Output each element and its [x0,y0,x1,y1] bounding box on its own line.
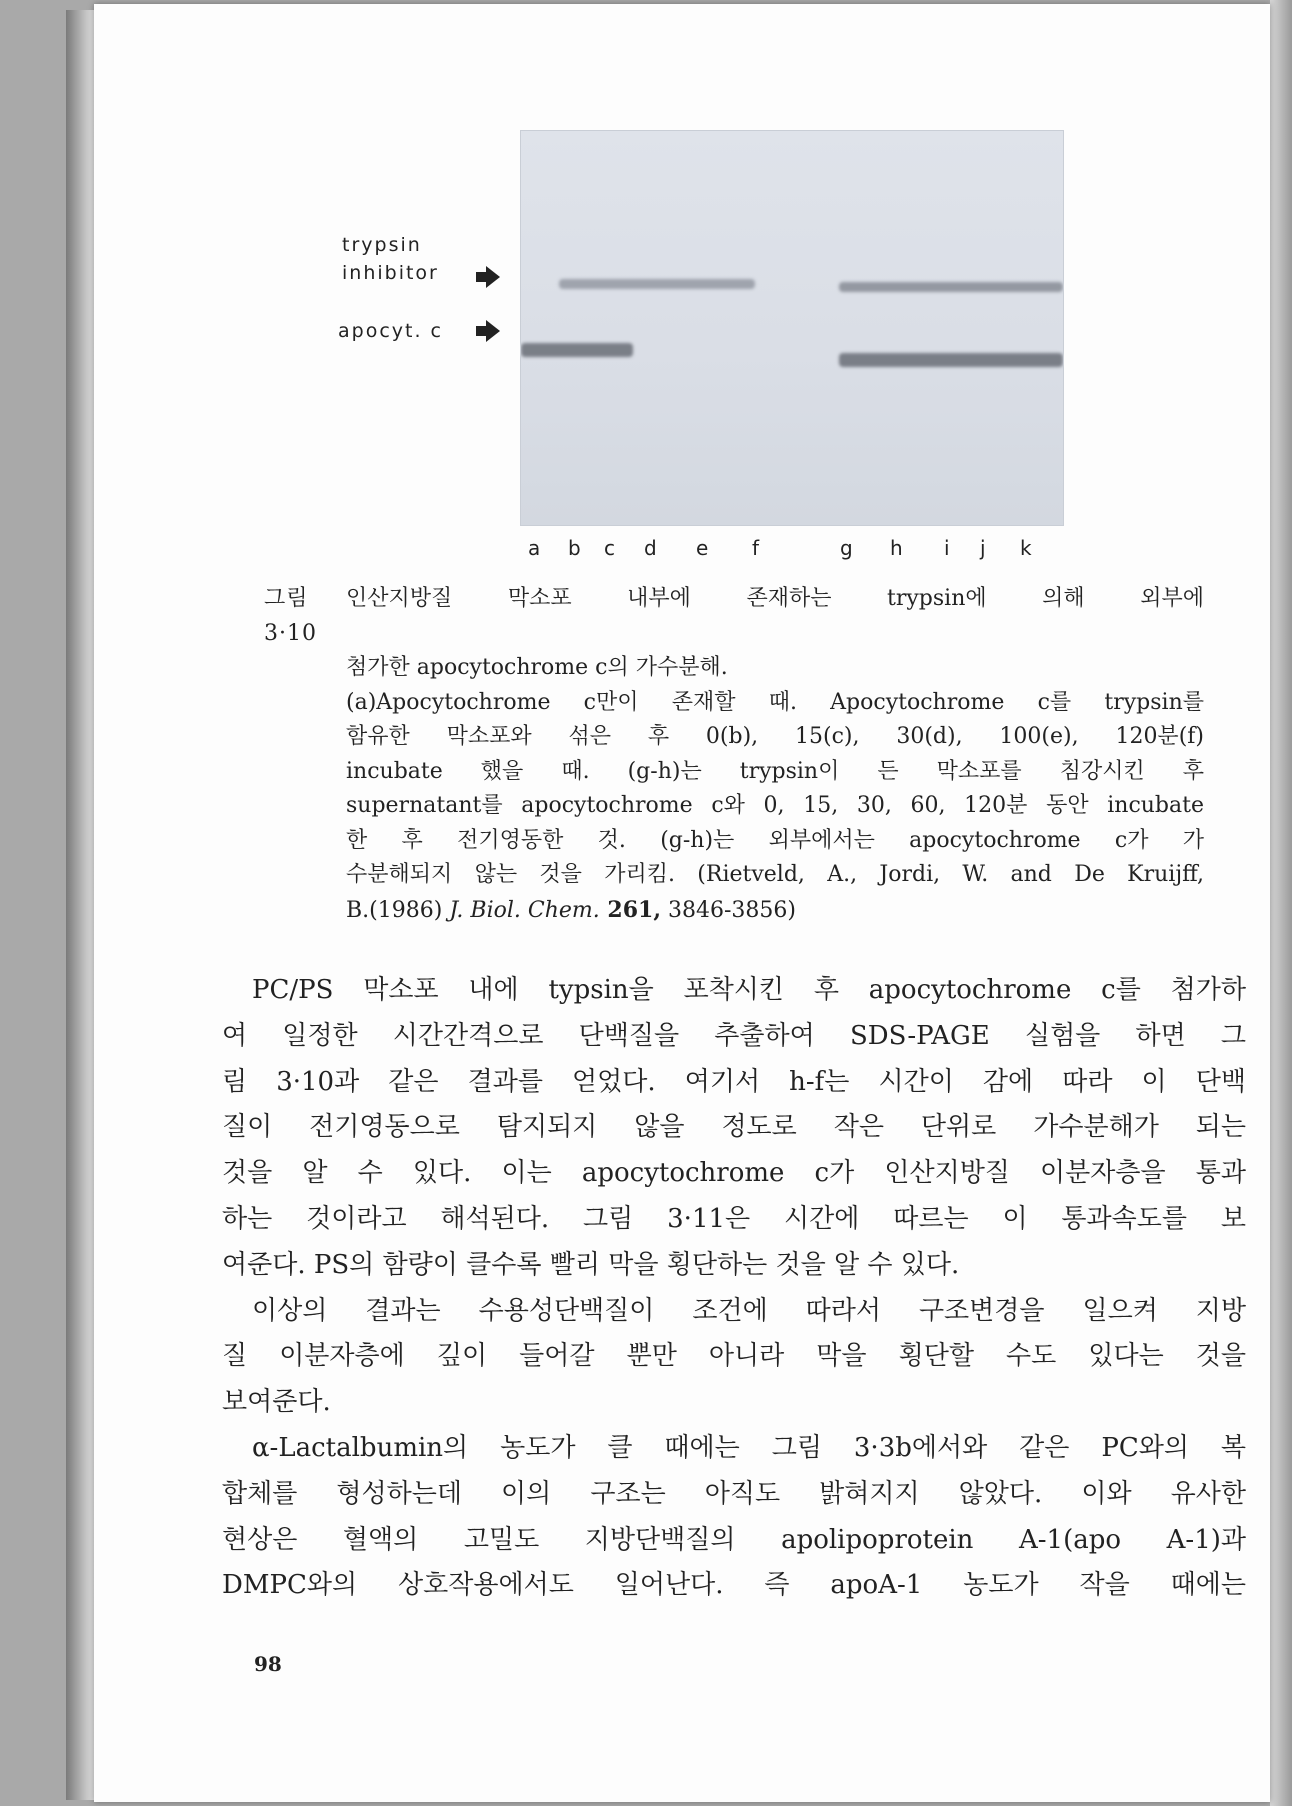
ref-journal: J. Biol. Chem. [449,897,600,923]
lane-label: i [944,536,950,560]
lane-labels [520,536,1080,564]
lane-label: g [840,536,853,560]
gel-band-inhibitor-left [559,279,755,289]
arrow-right-icon [486,320,500,342]
ref-volume: 261, [599,896,662,923]
body-line: 여 일정한 시간간격으로 단백질을 추출하여 SDS-PAGE 실험을 하면 그 [222,1020,1246,1051]
caption-title-row [264,582,1204,651]
caption-line: 함유한 막소포와 섞은 후 0(b), 15(c), 30(d), 100(e), 120분(f) [346,724,1204,749]
caption-line: incubate 했을 때. (g-h)는 trypsin이 든 막소포를 침강시킨 후 [346,758,1204,784]
body-text [222,968,1246,1609]
caption-reference-line [346,893,1204,929]
ref-pages: 3846-3856) [661,897,797,923]
body-line: 림 3·10과 같은 결과를 얻었다. 여기서 h-f는 시간이 감에 따라 이 단백 [222,1066,1246,1097]
caption-figure-number: 그림 3·10 [264,586,317,646]
lane-label: f [752,536,760,560]
gel-band-inhibitor-right [839,282,1063,292]
label-inhibitor: inhibitor [342,262,439,284]
gel-band-apocyt-right [839,353,1063,367]
gel-image [520,130,1064,526]
caption-body [264,651,1204,928]
body-line: 하는 것이라고 해석된다. 그림 3·11은 시간에 따르는 이 통과속도를 보 [222,1203,1246,1234]
caption-line: 인산지방질 막소포 내부에 존재하는 trypsin에 의해 외부에 [346,586,1204,611]
lane-label: e [696,536,709,560]
ref-authors-year: B.(1986) [346,897,450,923]
lane-label: h [890,536,903,560]
caption-line: 한 후 전기영동한 것. (g-h)는 외부에서는 apocytochrome c가 가 [346,827,1204,853]
book-spine-edge [66,10,96,1800]
lane-label: d [644,536,657,560]
lane-label: b [568,536,581,560]
gel-band-apocyt-left [521,343,633,357]
caption-line: (a)Apocytochrome c만이 존재할 때. Apocytochrome c를 trypsin를 [346,689,1204,715]
body-line: 이상의 결과는 수용성단백질이 조건에 따라서 구조변경을 일으켜 지방 [252,1295,1246,1326]
body-line: DMPC와의 상호작용에서도 일어난다. 즉 apoA-1 농도가 작을 때에는 [222,1570,1246,1601]
lane-label: j [980,536,986,560]
label-trypsin: trypsin [342,234,422,256]
lane-label: a [528,536,541,560]
body-line: 보여준다. [222,1387,331,1418]
body-line: PC/PS 막소포 내에 typsin을 포착시킨 후 apocytochrome c를 첨가하 [252,975,1246,1005]
label-apocyt: apocyt. c [338,320,443,342]
body-line: α-Lactalbumin의 농도가 클 때에는 그림 3·3b에서와 같은 PC와의 복 [252,1432,1246,1463]
page-number: 98 [254,1652,282,1676]
body-line: 현상은 혈액의 고밀도 지방단백질의 apolipoprotein A-1(apo A-1)과 [222,1524,1246,1555]
caption-line: supernatant를 apocytochrome c와 0, 15, 30, 60, 120분 동안 incubate [346,793,1204,818]
lane-label: k [1020,536,1032,560]
body-line: 질 이분자층에 깊이 들어갈 뿐만 아니라 막을 횡단할 수도 있다는 것을 [222,1341,1246,1372]
arrow-right-icon [486,266,500,288]
book-page-edge [1270,0,1292,1806]
body-line: 합체를 형성하는데 이의 구조는 아직도 밝혀지지 않았다. 이와 유사한 [222,1478,1246,1509]
book-page [94,4,1270,1802]
caption-line: 수분해되지 않는 것을 가리킴. (Rietveld, A., Jordi, W. and De Kruijff, [346,862,1204,887]
caption-line: 첨가한 apocytochrome c의 가수분해. [346,655,728,680]
body-line: 여준다. PS의 함량이 클수록 빨리 막을 횡단하는 것을 알 수 있다. [222,1249,960,1280]
lane-label: c [604,536,615,560]
figure-caption [264,582,1204,928]
body-line: 것을 알 수 있다. 이는 apocytochrome c가 인산지방질 이분자층을 통과 [222,1158,1246,1189]
body-line: 질이 전기영동으로 탐지되지 않을 정도로 작은 단위로 가수분해가 되는 [222,1112,1246,1143]
